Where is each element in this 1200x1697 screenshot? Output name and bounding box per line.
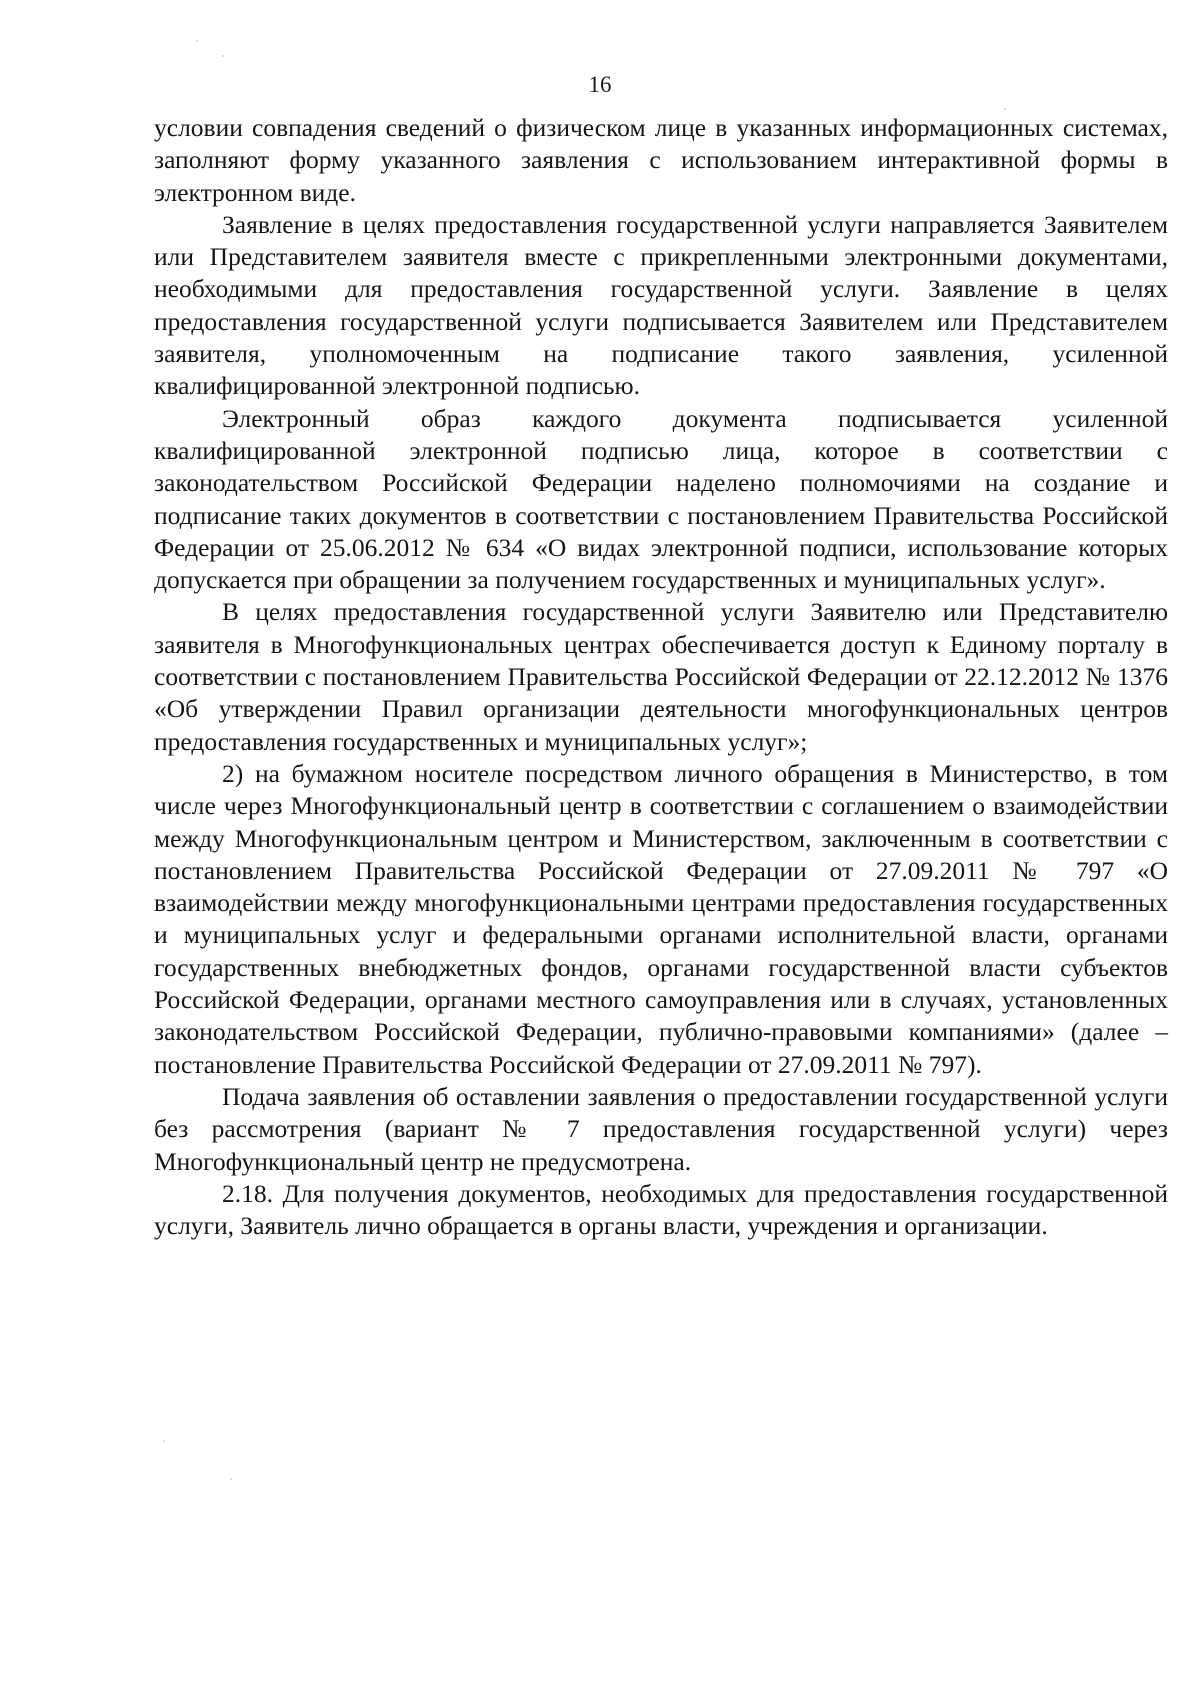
paragraph-electronic-signature: Электронный образ каждого документа подписывается усиленной квалифицированной электронной подписью лица, которое в соответствии с законодательством Российской Федерации наделено полномочиями на создание и подписание таких документов в соответствии с постановлением Правительства Российской Федерации от 25.06.2012 № 634 «О видах электронной подписи, использование которых допускается при обращении за получением государственных и муниципальных услуг». — [154, 403, 1168, 595]
scan-speck — [230, 1478, 232, 1480]
paragraph-mfc-portal-access: В целях предоставления государственной услуги Заявителю или Представителю заявителя в Многофункциональных центрах обеспечивается доступ к Единому порталу в соответствии с постановлением Правительства Российской Федерации от 22.12.2012 № 1376 «Об утверждении Правил организации деятельности многофункциональных центров предоставления государственных и муниципальных услуг»; — [154, 597, 1168, 756]
scan-speck — [196, 40, 198, 42]
paragraph-section-2-18: 2.18. Для получения документов, необходимых для предоставления государственной услуги, Заявитель лично обращается в органы власти, учреждения и организации. — [154, 1178, 1168, 1241]
scan-speck — [222, 55, 224, 57]
page-number: 16 — [588, 72, 612, 97]
paragraph-continuation: условии совпадения сведений о физическом лице в указанных информационных системах, заполняют форму указанного заявления с использованием интерактивной формы в электронном виде. — [154, 113, 1168, 207]
paragraph-application-submission: Заявление в целях предоставления государственной услуги направляется Заявителем или Представителем заявителя вместе с прикрепленными электронными документами, необходимыми для предоставления государственной услуги. Заявление в целях предоставления государственной услуги подписывается Заявителем или Представителем заявителя, уполномоченным на подписание такого заявления, усиленной квалифицированной электронной подписью. — [154, 209, 1168, 401]
paragraph-paper-submission: 2) на бумажном носителе посредством личного обращения в Министерство, в том числе через Многофункциональный центр в соответствии с соглашением о взаимодействии между Многофункциональным центром и Министерством, заключенным в соответствии с постановлением Правительства Российской Федерации от 27.09.2011 № 797 «О взаимодействии между многофункциональными центрами предоставления государственных и муниципальных услуг и федеральными органами исполнительной власти, органами государственных внебюджетных фондов, органами государственной власти субъектов Российской Федерации, органами местного самоуправления или в случаях, установленных законодательством Российской Федерации, публично-правовыми компаниями» (далее – постановление Правительства Российской Федерации от 27.09.2011 № 797). — [154, 758, 1168, 1079]
document-body — [154, 112, 1168, 1242]
scan-speck — [1004, 108, 1006, 110]
scan-speck — [163, 1440, 165, 1442]
paragraph-withdrawal-not-provided: Подача заявления об оставлении заявления о предоставлении государственной услуги без рассмотрения (вариант № 7 предоставления государственной услуги) через Многофункциональный центр не предусмотрена. — [154, 1081, 1168, 1176]
